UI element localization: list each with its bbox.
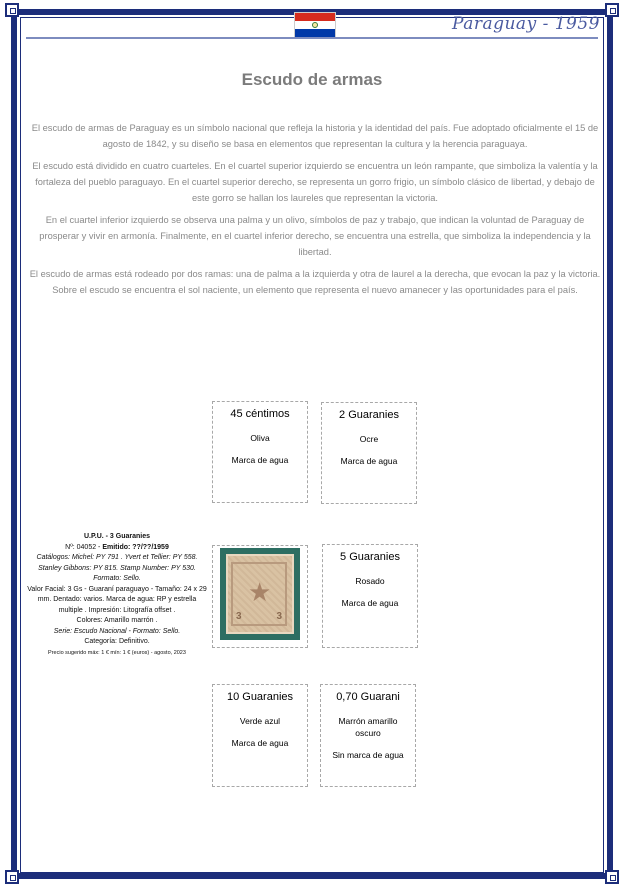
stamp-image-escudo-3-guaranies (220, 548, 300, 640)
stamp-watermark: Marca de agua (341, 598, 399, 608)
frame-corner-ornament (5, 3, 19, 17)
stamp-slot-2-guaranies (321, 402, 417, 504)
stamp-number-line (26, 543, 208, 554)
frame-corner-ornament (605, 870, 619, 884)
flag-stripe-blue (295, 29, 335, 37)
stamp-details: Valor Facial: 3 Gs - Guaraní paraguayo - Tamaño: 24 x 29 mm. Dentado: varios. Marca de agua: RP y estrella multiple . Impresión: Litografía offset . (27, 585, 207, 614)
stamp-digit: 3 (276, 611, 282, 622)
stamp-watermark: Marca de agua (231, 455, 289, 465)
stamp-color: Ocre (359, 434, 379, 444)
stamp-value: 2 Guaranies (339, 409, 399, 421)
stamp-value: 0,70 Guarani (336, 691, 400, 703)
flag-emblem-icon (312, 22, 318, 28)
stamp-inner-frame (231, 562, 287, 626)
stamp-color: Oliva (250, 433, 270, 443)
intro-paragraph: El escudo de armas está rodeado por dos ramas: una de palma a la izquierda y otra de laurel a la derecha, que evocan la paz y la victoria. Sobre el escudo se encuentra el sol naciente, un elemento que representa el nuevo amanecer y las oportunidades para el país. (29, 269, 601, 295)
stamp-colors: Colores: Amarillo marrón . (76, 617, 158, 624)
stamp-paper (226, 554, 294, 634)
intro-paragraph: El escudo de armas de Paraguay es un símbolo nacional que refleja la historia y la identidad del país. Fue adoptado oficialmente el 15 de agosto de 1842, y su diseño se basa en elementos que representan la cultura y la herencia paraguaya. (31, 123, 599, 149)
stamp-watermark: Marca de agua (340, 456, 398, 466)
stamp-slot-070-guarani (320, 684, 416, 787)
frame-corner-ornament (605, 3, 619, 17)
star-emblem-icon: ★ (248, 577, 272, 607)
header-divider (26, 37, 598, 39)
stamp-series: Serie: Escudo Nacional - Formato: Sello. (53, 627, 181, 635)
stamp-color: Rosado (355, 576, 385, 586)
stamp-watermark: Sin marca de agua (332, 750, 404, 760)
stamp-issue-date: Emitido: ??/??/1959 (102, 543, 169, 551)
flag-stripe-red (295, 13, 335, 21)
intro-paragraph: En el cuartel inferior izquierdo se observa una palma y un olivo, símbolos de paz y trabajo, que indican la voluntad de Paraguay de prosperar y vivir en armonía. Finalmente, en el cuartel inferior derecho, se encuentra una estrella, que simboliza la independencia y la libertad. (39, 215, 591, 257)
paraguay-flag-icon (295, 13, 335, 37)
stamp-price: Precio sugerido máx: 1 € mín: 1 € (euros) - agosto, 2023 (48, 649, 186, 656)
stamp-slot-5-guaranies (322, 544, 418, 648)
stamp-value: 5 Guaranies (340, 551, 400, 563)
stamp-color: Marrón amarillo oscuro (338, 716, 398, 738)
stamp-slot-45-centimos (212, 401, 308, 503)
stamp-description (26, 532, 208, 658)
page-title: Escudo de armas (241, 70, 383, 89)
album-title: Paraguay - 1959 (452, 14, 600, 34)
stamp-value: 45 céntimos (230, 408, 290, 420)
stamp-category: Categoría: Definitivo. (84, 638, 150, 645)
stamp-value: 10 Guaranies (226, 691, 294, 703)
intro-paragraph: El escudo está dividido en cuatro cuarteles. En el cuartel superior izquierdo se encuentra un león rampante, que simboliza la valentía y la fortaleza del pueblo paraguayo. En el cuartel superior derecho, se representa un gorro frigio, un símbolo clásico de libertad, y debajo de este gorro se hallan los laureles que representan la victoria. (32, 161, 598, 203)
stamp-description-title: U.P.U. - 3 Guaranies (83, 533, 150, 540)
stamp-watermark: Marca de agua (231, 738, 289, 748)
intro-text (28, 120, 602, 304)
stamp-color: Verde azul (239, 716, 281, 726)
stamp-catalogs: Catálogos: Michel: PY 791 . Yvert et Tellier: PY 558. Stanley Gibbons: PY 815. Stamp Number: PY 530. Formato: Sello. (36, 554, 198, 582)
stamp-slot-10-guaranies (212, 684, 308, 787)
frame-corner-ornament (5, 870, 19, 884)
stamp-number: Nº: 04052 - (65, 543, 103, 551)
stamp-digit: 3 (236, 611, 242, 622)
